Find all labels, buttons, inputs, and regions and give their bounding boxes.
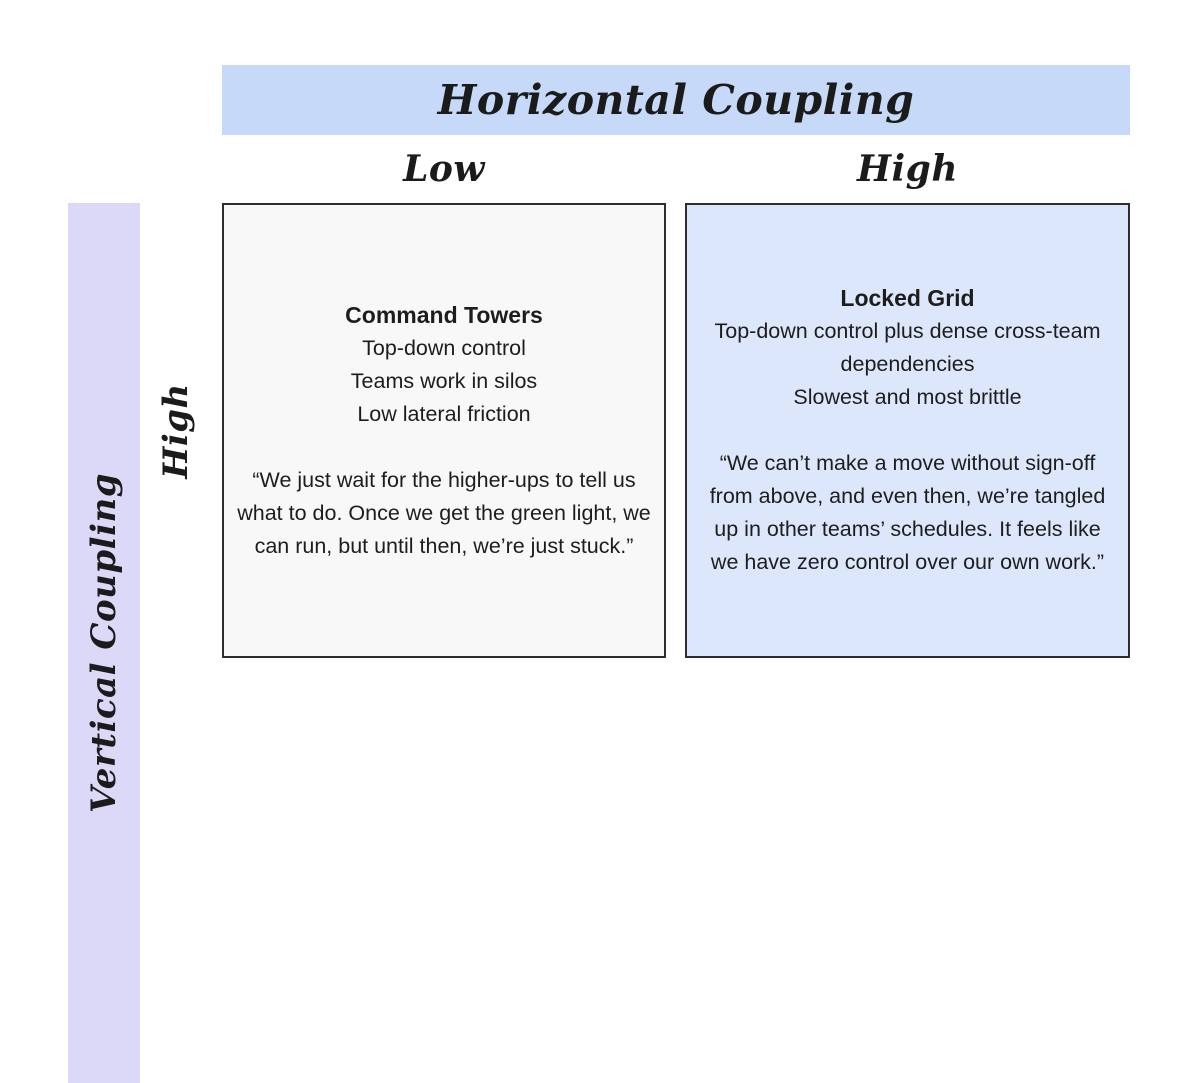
vertical-axis-title: Vertical Coupling: [84, 473, 124, 813]
row-label-high-text: High: [156, 382, 197, 479]
quadrant-traits: [699, 315, 1116, 414]
column-label-low: Low: [403, 148, 485, 190]
quadrant-locked-grid: [685, 203, 1130, 658]
trait-line: Top-down control: [362, 335, 526, 360]
quadrant-traits: [351, 332, 537, 431]
quadrant-command-towers: [222, 203, 666, 658]
vertical-axis-header: [68, 203, 140, 1083]
quadrant-quote: “We can’t make a move without sign-off from above, and even then, we’re tangled up in other teams’ schedules. It feels like we have zero control over our own work.”: [709, 451, 1106, 574]
quadrant-quote: “We just wait for the higher-ups to tell us what to do. Once we get the green light, we can run, but until then, we’re just stuck.”: [237, 467, 651, 558]
row-label-high: [140, 203, 212, 658]
trait-line: Low lateral friction: [357, 401, 531, 426]
horizontal-axis-title: Horizontal Coupling: [437, 76, 915, 124]
trait-line: Top-down control plus dense cross-team dependencies: [714, 319, 1101, 376]
quadrant-title: Locked Grid: [840, 285, 975, 311]
horizontal-axis-header: [222, 65, 1130, 135]
quadrant-title: Command Towers: [345, 301, 543, 328]
column-label-high: High: [856, 148, 959, 190]
trait-line: Slowest and most brittle: [793, 385, 1022, 409]
trait-line: Teams work in silos: [350, 368, 538, 393]
